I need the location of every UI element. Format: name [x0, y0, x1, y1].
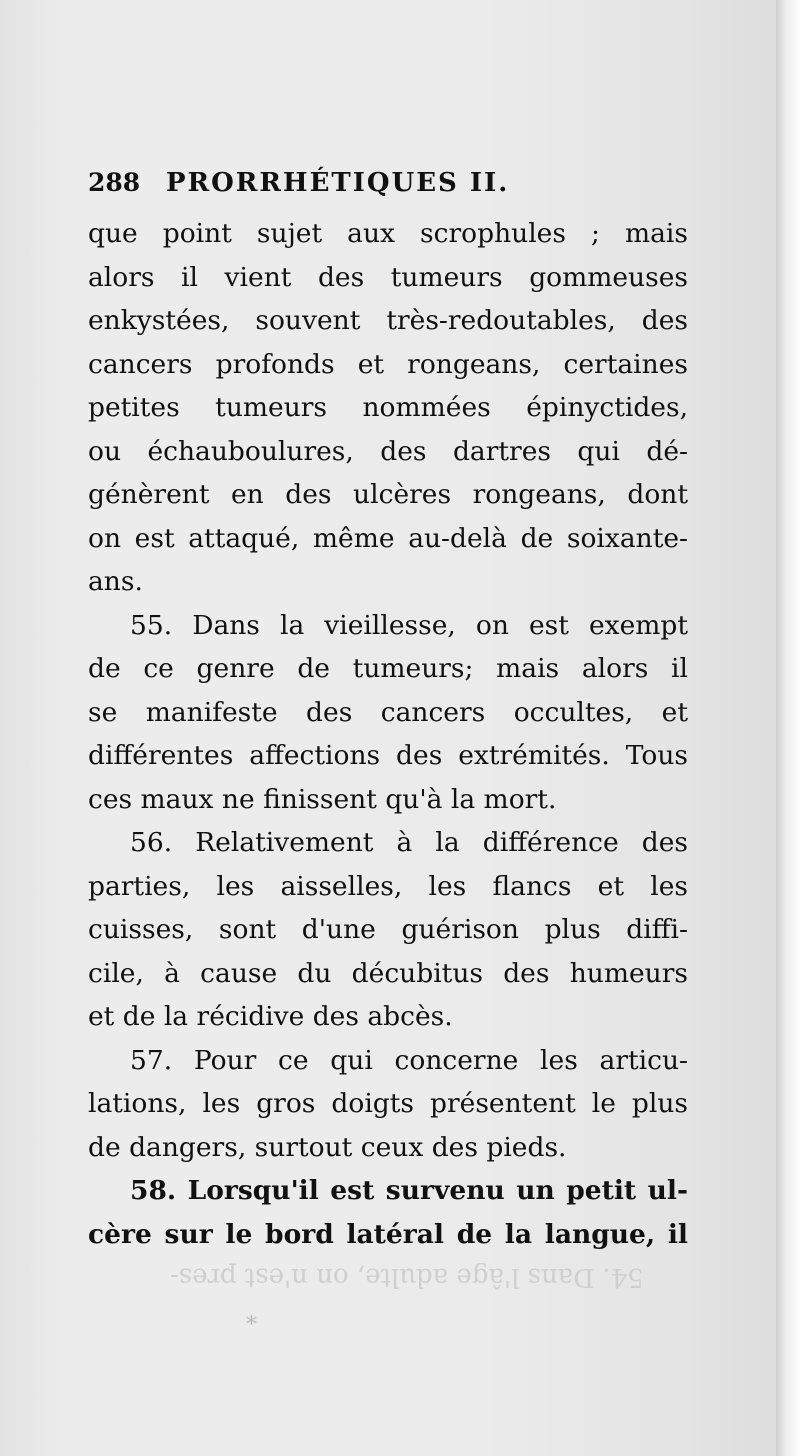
text-line: ou échauboulures, des dartres qui dé- [88, 435, 688, 467]
text-line: cuisses, sont d'une guérison plus diffi- [88, 914, 688, 945]
page-number: 288 [88, 168, 141, 197]
text-line: différentes affections des extrémités. Tous [88, 740, 688, 771]
text-line: génèrent en des ulcères rongeans, dont [88, 479, 688, 510]
text-line: de ce genre de tumeurs; mais alors il [88, 653, 688, 684]
paragraph-56-start: 56. Relativement à la différence des [130, 827, 688, 858]
signature-mark: * [246, 1302, 257, 1327]
text-line: de dangers, surtout ceux des pieds. [88, 1131, 567, 1163]
bleed-through-text: 54. Dans l'âge adulte, on n'est pres- [170, 1262, 644, 1292]
page-edge-shadow [776, 0, 800, 1456]
text-line: cère sur le bord latéral de la langue, il [88, 1218, 688, 1250]
paragraph-57-start: 57. Pour ce qui concerne les articu- [130, 1044, 688, 1076]
text-line: cancers profonds et rongeans, certaines [88, 348, 688, 380]
running-head-title: PRORRHÉTIQUES II. [166, 168, 510, 198]
running-head [88, 168, 688, 212]
text-line: et de la récidive des abcès. [88, 1001, 453, 1032]
text-line: lations, les gros doigts présentent le plus [88, 1088, 688, 1119]
paragraph-55-start: 55. Dans la vieillesse, on est exempt [130, 609, 688, 641]
text-line: se manifeste des cancers occultes, et [88, 696, 688, 728]
text-line: alors il vient des tumeurs gommeuses [88, 261, 688, 293]
text-line: petites tumeurs nommées épinyctides, [88, 392, 688, 423]
page-text-block [88, 168, 688, 1256]
text-line: que point sujet aux scrophules ; mais [88, 218, 688, 249]
text-line: parties, les aisselles, les flancs et les [88, 870, 688, 902]
text-line: enkystées, souvent très-redoutables, des [88, 305, 688, 336]
paragraph-58-start: 58. Lorsqu'il est survenu un petit ul- [130, 1175, 688, 1206]
text-line: ces maux ne finissent qu'à la mort. [88, 783, 557, 815]
text-line: ans. [88, 566, 143, 597]
text-line: on est attaqué, même au-delà de soixante- [88, 522, 688, 554]
text-line: cile, à cause du décubitus des humeurs [88, 957, 688, 989]
